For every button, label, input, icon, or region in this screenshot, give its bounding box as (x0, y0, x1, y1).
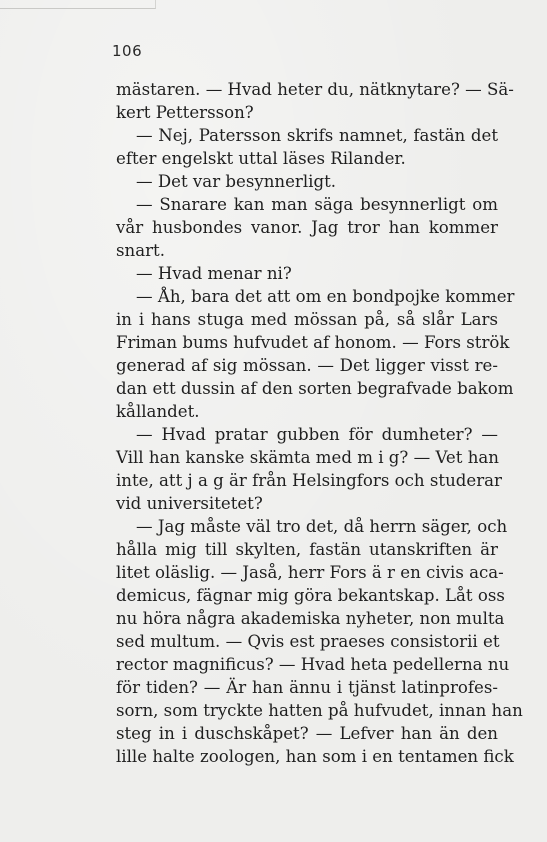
text-line: vid universitetet? (116, 494, 263, 513)
text-line: vår husbondes vanor. Jag tror han kommer (116, 218, 498, 237)
text-line: — Snarare kan man säga besynnerligt om (136, 195, 498, 214)
text-line: Vill han kanske skämta med m i g? — Vet han (116, 448, 499, 467)
text-line: litet oläslig. — Jaså, herr Fors ä r en civis aca- (116, 563, 504, 582)
text-line: — Åh, bara det att om en bondpojke kommer (136, 287, 515, 306)
text-line: lille halte zoologen, han som i en tentamen fick (116, 747, 514, 766)
text-line: snart. (116, 241, 165, 260)
text-line: kållandet. (116, 402, 200, 421)
text-line: — Nej, Patersson skrifs namnet, fastän det (136, 126, 498, 145)
text-line: hålla mig till skylten, fastän utanskriften är (116, 540, 498, 559)
body-text (116, 78, 523, 768)
text-line: nu höra några akademiska nyheter, non multa (116, 609, 505, 628)
text-line: steg in i duschskåpet? — Lefver han än den (116, 724, 498, 743)
page-number: 106 (112, 42, 143, 60)
text-line: för tiden? — Är han ännu i tjänst latinprofes- (116, 678, 498, 697)
page-edge-divider (0, 0, 156, 9)
text-line: mästaren. — Hvad heter du, nätknytare? — Sä- (116, 80, 514, 99)
text-line: — Hvad menar ni? (136, 264, 292, 283)
text-line: in i hans stuga med mössan på, så slår Lars (116, 310, 498, 329)
text-line: — Det var besynnerligt. (136, 172, 337, 191)
text-line: — Jag måste väl tro det, då herrn säger, och (136, 517, 508, 536)
text-line: sorn, som tryckte hatten på hufvudet, innan han (116, 701, 523, 720)
text-line: sed multum. — Qvis est praeses consistorii et (116, 632, 500, 651)
text-line: rector magnificus? — Hvad heta pedellerna nu (116, 655, 510, 674)
text-line: inte, att j a g är från Helsingfors och studerar (116, 471, 502, 490)
text-line: dan ett dussin af den sorten begrafvade bakom (116, 379, 514, 398)
text-line: demicus, fägnar mig göra bekantskap. Låt oss (116, 586, 505, 605)
text-line: efter engelskt uttal läses Rilander. (116, 149, 406, 168)
text-line: kert Pettersson? (116, 103, 254, 122)
text-line: Friman bums hufvudet af honom. — Fors strök (116, 333, 510, 352)
text-line: — Hvad pratar gubben för dumheter? — (136, 425, 498, 444)
text-line: generad af sig mössan. — Det ligger visst re- (116, 356, 498, 375)
